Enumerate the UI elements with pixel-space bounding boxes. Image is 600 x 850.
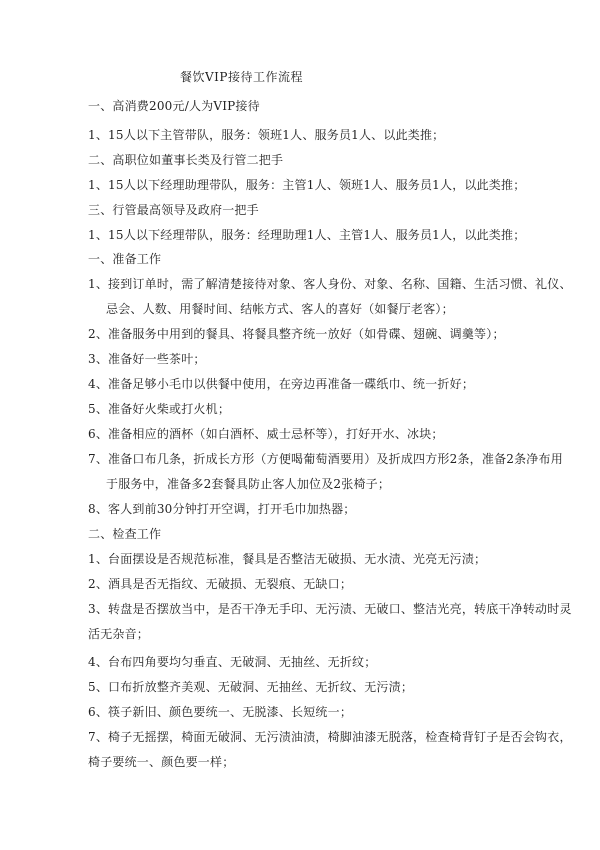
list-item: 8、客人到前30分钟打开空调，打开毛巾加热器； [88, 502, 356, 516]
list-item: 3、准备好一些茶叶； [88, 352, 206, 366]
list-item-continuation: 活无杂音； [88, 627, 150, 641]
list-item: 2、酒具是否无指纹、无破损、无裂痕、无缺口； [88, 577, 353, 591]
list-item: 5、口布折放整齐美观、无破洞、无抽丝、无折纹、无污渍； [88, 680, 414, 694]
list-item-continuation: 忌会、人数、用餐时间、结帐方式、客人的喜好（如餐厅老客）； [106, 302, 454, 316]
section-heading: 一、准备工作 [88, 252, 162, 266]
list-item: 2、准备服务中用到的餐具、将餐具整齐统一放好（如骨碟、翅碗、调羹等）； [88, 327, 505, 341]
list-item: 1、台面摆设是否规范标准，餐具是否整洁无破损、无水渍、光亮无污渍； [88, 552, 487, 566]
list-item: 4、台布四角要均匀垂直、无破洞、无抽丝、无折纹； [88, 655, 377, 669]
section-heading: 三、行管最高领导及政府一把手 [88, 203, 259, 217]
list-item-continuation: 椅子要统一、颜色要一样； [88, 755, 235, 769]
list-item: 1、15人以下主管带队，服务：领班1人、服务员1人、以此类推； [88, 128, 445, 142]
list-item: 6、筷子新旧、颜色要统一、无脱漆、长短统一； [88, 705, 353, 719]
list-item: 3、转盘是否摆放当中，是否干净无手印、无污渍、无破口、整洁光亮，转底干净转动时灵 [88, 602, 572, 616]
list-item: 1、15人以下经理带队，服务：经理助理1人、主管1人、服务员1人，以此类推； [88, 228, 526, 242]
document-title: 餐饮VIP接待工作流程 [180, 70, 303, 84]
list-item: 4、准备足够小毛巾以供餐中使用，在旁边再准备一碟纸巾、统一折好； [88, 377, 475, 391]
section-heading: 二、高职位如董事长类及行管二把手 [88, 153, 284, 167]
list-item: 7、椅子无摇摆，椅面无破洞、无污渍油渍，椅脚油漆无脱落，检查椅背钉子是否会钩衣， [88, 730, 572, 744]
section-heading: 二、检查工作 [88, 527, 162, 541]
list-item: 1、15人以下经理助理带队，服务：主管1人、领班1人、服务员1人，以此类推； [88, 178, 526, 192]
list-item: 5、准备好火柴或打火机； [88, 402, 231, 416]
list-item: 7、准备口布几条，折成长方形（方便喝葡萄酒要用）及折成四方形2条，准备2条净布用 [88, 452, 563, 466]
list-item-continuation: 于服务中，准备多2套餐具防止客人加位及2张椅子； [106, 477, 391, 491]
list-item: 6、准备相应的酒杯（如白酒杯、威士忌杯等），打好开水、冰块； [88, 427, 444, 441]
section-heading: 一、高消费200元/人为VIP接待 [88, 99, 260, 113]
list-item: 1、接到订单时，需了解清楚接待对象、客人身份、对象、名称、国籍、生活习惯、礼仪、 [88, 277, 572, 291]
